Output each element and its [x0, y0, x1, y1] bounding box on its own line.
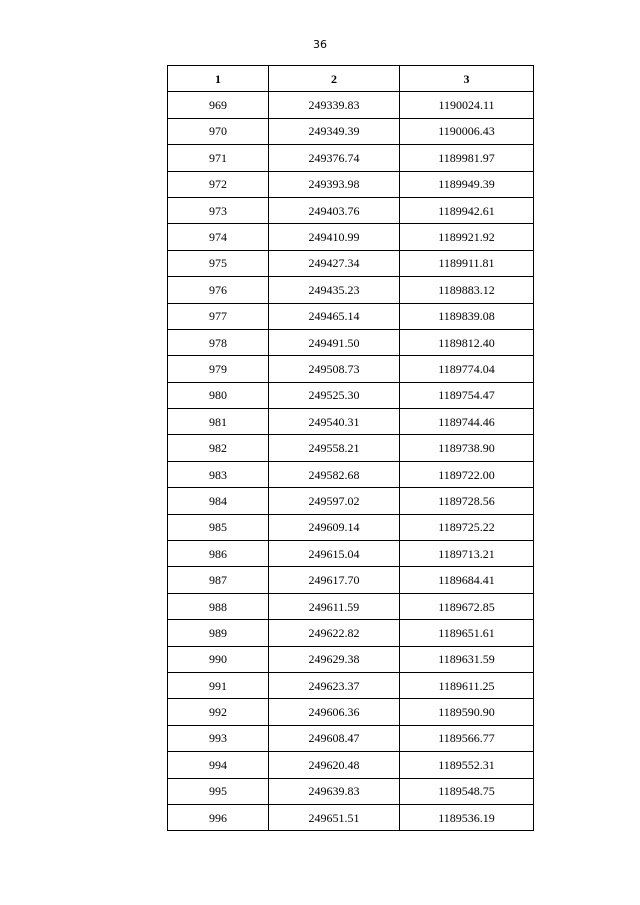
x-coordinate-cell: 249491.50	[269, 329, 400, 355]
table-row	[168, 224, 534, 250]
y-coordinate-cell: 1189738.90	[400, 435, 534, 461]
y-coordinate-cell: 1189883.12	[400, 277, 534, 303]
point-number-cell: 992	[168, 699, 269, 725]
x-coordinate-cell: 249622.82	[269, 620, 400, 646]
table-row	[168, 145, 534, 171]
point-number-cell: 974	[168, 224, 269, 250]
y-coordinate-cell: 1189548.75	[400, 778, 534, 804]
coordinates-table	[167, 65, 534, 831]
x-coordinate-cell: 249615.04	[269, 541, 400, 567]
table-row	[168, 171, 534, 197]
x-coordinate-cell: 249597.02	[269, 488, 400, 514]
y-coordinate-cell: 1189812.40	[400, 329, 534, 355]
point-number-cell: 996	[168, 804, 269, 830]
y-coordinate-cell: 1189651.61	[400, 620, 534, 646]
table-row	[168, 435, 534, 461]
point-number-cell: 979	[168, 356, 269, 382]
point-number-cell: 978	[168, 329, 269, 355]
y-coordinate-cell: 1189590.90	[400, 699, 534, 725]
y-coordinate-cell: 1189744.46	[400, 409, 534, 435]
y-coordinate-cell: 1189981.97	[400, 145, 534, 171]
x-coordinate-cell: 249617.70	[269, 567, 400, 593]
point-number-cell: 990	[168, 646, 269, 672]
point-number-cell: 991	[168, 672, 269, 698]
table-row	[168, 514, 534, 540]
y-coordinate-cell: 1189728.56	[400, 488, 534, 514]
table-row	[168, 250, 534, 276]
x-coordinate-cell: 249558.21	[269, 435, 400, 461]
table-row	[168, 92, 534, 118]
table-row	[168, 804, 534, 830]
x-coordinate-cell: 249427.34	[269, 250, 400, 276]
point-number-cell: 985	[168, 514, 269, 540]
table-row	[168, 778, 534, 804]
x-coordinate-cell: 249349.39	[269, 118, 400, 144]
x-coordinate-cell: 249623.37	[269, 672, 400, 698]
table-row	[168, 461, 534, 487]
point-number-cell: 982	[168, 435, 269, 461]
y-coordinate-cell: 1189672.85	[400, 593, 534, 619]
x-coordinate-cell: 249403.76	[269, 197, 400, 223]
table-row	[168, 541, 534, 567]
point-number-cell: 973	[168, 197, 269, 223]
point-number-cell: 975	[168, 250, 269, 276]
table-row	[168, 725, 534, 751]
point-number-cell: 970	[168, 118, 269, 144]
point-number-cell: 980	[168, 382, 269, 408]
y-coordinate-cell: 1189839.08	[400, 303, 534, 329]
x-coordinate-cell: 249609.14	[269, 514, 400, 540]
page-number: 36	[313, 38, 327, 51]
x-coordinate-cell: 249639.83	[269, 778, 400, 804]
y-coordinate-cell: 1189774.04	[400, 356, 534, 382]
y-coordinate-cell: 1189611.25	[400, 672, 534, 698]
table-row	[168, 620, 534, 646]
x-coordinate-cell: 249540.31	[269, 409, 400, 435]
x-coordinate-cell: 249611.59	[269, 593, 400, 619]
table-row	[168, 567, 534, 593]
point-number-cell: 988	[168, 593, 269, 619]
point-number-cell: 972	[168, 171, 269, 197]
table-row	[168, 409, 534, 435]
table-row	[168, 752, 534, 778]
y-coordinate-cell: 1189949.39	[400, 171, 534, 197]
x-coordinate-cell: 249376.74	[269, 145, 400, 171]
table-row	[168, 197, 534, 223]
y-coordinate-cell: 1189725.22	[400, 514, 534, 540]
column-header-3: 3	[400, 66, 534, 92]
x-coordinate-cell: 249339.83	[269, 92, 400, 118]
x-coordinate-cell: 249525.30	[269, 382, 400, 408]
table-row	[168, 672, 534, 698]
y-coordinate-cell: 1189552.31	[400, 752, 534, 778]
point-number-cell: 993	[168, 725, 269, 751]
x-coordinate-cell: 249465.14	[269, 303, 400, 329]
point-number-cell: 971	[168, 145, 269, 171]
x-coordinate-cell: 249435.23	[269, 277, 400, 303]
point-number-cell: 987	[168, 567, 269, 593]
table-row	[168, 699, 534, 725]
x-coordinate-cell: 249608.47	[269, 725, 400, 751]
x-coordinate-cell: 249629.38	[269, 646, 400, 672]
x-coordinate-cell: 249410.99	[269, 224, 400, 250]
y-coordinate-cell: 1189754.47	[400, 382, 534, 408]
point-number-cell: 994	[168, 752, 269, 778]
point-number-cell: 986	[168, 541, 269, 567]
table-row	[168, 382, 534, 408]
y-coordinate-cell: 1189921.92	[400, 224, 534, 250]
point-number-cell: 983	[168, 461, 269, 487]
y-coordinate-cell: 1190024.11	[400, 92, 534, 118]
point-number-cell: 976	[168, 277, 269, 303]
point-number-cell: 989	[168, 620, 269, 646]
y-coordinate-cell: 1190006.43	[400, 118, 534, 144]
y-coordinate-cell: 1189631.59	[400, 646, 534, 672]
table-row	[168, 593, 534, 619]
x-coordinate-cell: 249606.36	[269, 699, 400, 725]
y-coordinate-cell: 1189942.61	[400, 197, 534, 223]
table-header-row	[168, 66, 534, 92]
y-coordinate-cell: 1189722.00	[400, 461, 534, 487]
table-row	[168, 277, 534, 303]
x-coordinate-cell: 249393.98	[269, 171, 400, 197]
column-header-1: 1	[168, 66, 269, 92]
table-row	[168, 646, 534, 672]
y-coordinate-cell: 1189713.21	[400, 541, 534, 567]
x-coordinate-cell: 249508.73	[269, 356, 400, 382]
table-row	[168, 118, 534, 144]
column-header-2: 2	[269, 66, 400, 92]
x-coordinate-cell: 249582.68	[269, 461, 400, 487]
table-row	[168, 329, 534, 355]
point-number-cell: 977	[168, 303, 269, 329]
y-coordinate-cell: 1189566.77	[400, 725, 534, 751]
table-row	[168, 488, 534, 514]
point-number-cell: 969	[168, 92, 269, 118]
y-coordinate-cell: 1189684.41	[400, 567, 534, 593]
point-number-cell: 981	[168, 409, 269, 435]
table-body	[168, 92, 534, 831]
y-coordinate-cell: 1189911.81	[400, 250, 534, 276]
x-coordinate-cell: 249651.51	[269, 804, 400, 830]
table-row	[168, 303, 534, 329]
x-coordinate-cell: 249620.48	[269, 752, 400, 778]
y-coordinate-cell: 1189536.19	[400, 804, 534, 830]
point-number-cell: 995	[168, 778, 269, 804]
table-row	[168, 356, 534, 382]
point-number-cell: 984	[168, 488, 269, 514]
